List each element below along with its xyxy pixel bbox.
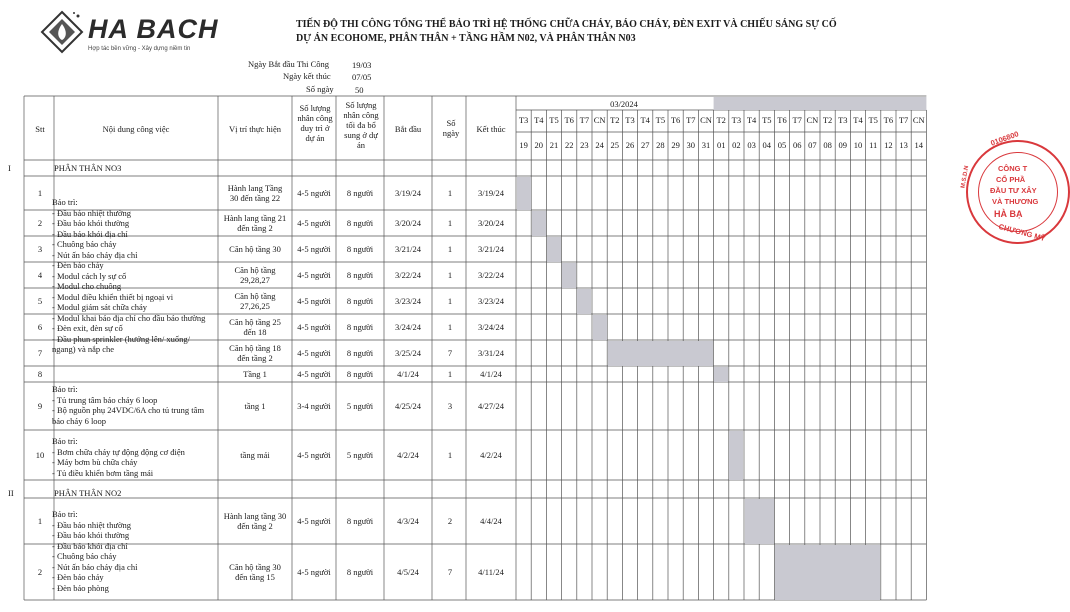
row-stt: 7 [37, 348, 43, 358]
row-duration: 1 [447, 188, 453, 198]
stamp-ring-top: 0106800 [989, 129, 1020, 148]
header-max-staff-line: nhân công [343, 110, 379, 120]
weekday-header: CN [700, 115, 712, 125]
row-location: Căn hộ tầng 18 [229, 343, 281, 353]
header-max-staff [343, 100, 378, 150]
row-stt: 10 [35, 450, 45, 460]
content-line: - Đầu báo khói thường [52, 218, 130, 228]
gantt-bar [593, 315, 607, 340]
start-label: Ngày Bắt đầu Thi Công [248, 59, 330, 69]
day-number-header: 13 [899, 140, 908, 150]
day-number-header: 21 [549, 140, 559, 150]
header-end: Kết thúc [476, 124, 506, 134]
day-number-header: 27 [640, 140, 650, 150]
weekday-header: T6 [670, 115, 681, 125]
row-max-staff: 8 người [346, 188, 374, 198]
row-max-staff: 8 người [346, 369, 374, 379]
row-stt: 9 [37, 401, 43, 411]
header-content: Nội dung công việc [102, 124, 170, 134]
day-number-header: 14 [914, 140, 924, 150]
header-days-line: Số [446, 118, 456, 128]
content-line: - Đầu báo nhiệt thường [52, 519, 131, 530]
header-max-staff-line: tối đa bổ [346, 120, 376, 130]
stamp-ring-left: M.S.D.N [960, 165, 971, 189]
row-max-staff: 8 người [346, 516, 374, 526]
row-location: tầng mái [240, 450, 270, 460]
day-number-header: 08 [823, 140, 832, 150]
weekday-header: T2 [822, 115, 833, 125]
weekday-header: T3 [625, 115, 635, 125]
weekday-header: T3 [838, 115, 848, 125]
header-min-staff-line: Số lượng [299, 103, 331, 113]
header-min-staff-line: nhân công [297, 113, 333, 123]
day-number-header: 19 [519, 140, 528, 150]
row-location: đến 18 [243, 327, 267, 337]
row-max-staff: 8 người [346, 218, 374, 228]
weekday-header: T2 [716, 115, 726, 125]
stamp-line: HÀ BẠ [994, 209, 1023, 219]
weekday-header: T6 [564, 115, 574, 125]
content-line: - Chuông báo cháy [52, 551, 117, 561]
row-max-staff: 5 người [346, 450, 374, 460]
row-stt: 3 [37, 244, 43, 254]
content-line: - Nút ấn báo cháy địa chỉ [52, 249, 138, 260]
weekday-header: T5 [868, 115, 878, 125]
day-number-header: 03 [747, 140, 756, 150]
day-number-header: 02 [732, 140, 741, 150]
row-stt: 5 [37, 296, 43, 306]
start-value: 19/03 [352, 60, 372, 70]
weekday-header: CN [912, 115, 925, 125]
gantt-bar [745, 499, 774, 544]
content-line: - Bộ nguồn phụ 24VDC/6A cho tủ trung tâm [52, 405, 205, 415]
gantt-bar [532, 211, 546, 236]
content-line: ngang) và nắp che [52, 344, 115, 354]
header-days-line: ngày [442, 128, 460, 138]
row-duration: 1 [447, 244, 453, 254]
day-number-header: 10 [853, 140, 863, 150]
end-label: Ngày kết thúc [283, 71, 331, 81]
row-location: Tầng 1 [243, 369, 267, 379]
day-number-header: 07 [808, 140, 817, 150]
weekday-header: T5 [762, 115, 772, 125]
row-end-date: 3/24/24 [478, 322, 504, 332]
content-line: - Đầu phun sprinkler (hướng lên/ xuống/ [52, 333, 190, 344]
weekday-header: T4 [746, 115, 757, 125]
row-location: tầng 1 [244, 401, 266, 411]
row-stt: 8 [37, 369, 43, 379]
days-value: 50 [355, 85, 364, 95]
gantt-bar [608, 341, 713, 366]
header-min-staff [297, 103, 332, 143]
row-start-date: 3/23/24 [395, 296, 421, 306]
content-line: - Tủ điều khiển bơm tầng mái [52, 467, 154, 478]
weekday-header: T7 [898, 115, 909, 125]
row-location: Hành lang tầng 30 [223, 511, 287, 521]
day-number-header: 24 [595, 140, 604, 150]
row-duration: 7 [447, 567, 453, 577]
stamp-line: CỔ PHẦ [996, 175, 1026, 184]
row-stt: 1 [37, 516, 43, 526]
header-max-staff-line: Số lượng [345, 100, 377, 110]
gantt-bar [577, 289, 591, 314]
row-end-date: 4/2/24 [480, 450, 502, 460]
weekday-header: T7 [579, 115, 590, 125]
row-end-date: 3/22/24 [478, 270, 504, 280]
header-month: 03/2024 [610, 99, 638, 109]
row-stt: 6 [37, 322, 43, 332]
title-line-1: TIẾN ĐỘ THI CÔNG TỔNG THỂ BẢO TRÌ HỆ THỐNG CHỮA CHÁY, BÁO CHÁY, ĐÈN EXIT VÀ CHIẾU SÁNG SỰ CỐ [296, 19, 837, 30]
content-line: - Nút ấn báo cháy địa chỉ [52, 561, 138, 572]
content-line: - Đầu báo khói thường [52, 530, 130, 540]
gantt-bar [714, 367, 728, 382]
content-line: - Đèn báo cháy [52, 572, 104, 582]
weekday-header: T7 [792, 115, 802, 125]
row-location: 27,26,25 [240, 301, 270, 311]
row-max-staff: 5 người [346, 401, 374, 411]
gantt-bar [517, 177, 531, 210]
weekday-header: T7 [686, 115, 696, 125]
content-row-9 [52, 384, 204, 426]
row-location: Căn hộ tầng [234, 265, 276, 275]
section-roman-2: II [8, 488, 14, 498]
row-start-date: 3/19/24 [395, 188, 421, 198]
day-number-header: 04 [762, 140, 772, 150]
content-line: - Modul giám sát chữa cháy [52, 302, 148, 312]
row-location: Căn hộ tầng 25 [229, 317, 281, 327]
row-duration: 7 [447, 348, 453, 358]
content-line: - Bơm chữa cháy tự động động cơ điện [52, 446, 185, 457]
content-block-1 [52, 197, 205, 355]
logo-tagline: Hợp tác bền vững - Xây dựng niềm tin [88, 46, 191, 52]
content-line: - Modul cách ly sự cố [52, 270, 127, 281]
row-end-date: 4/27/24 [478, 401, 504, 411]
content-line: - Tủ trung tâm báo cháy 6 loop [52, 394, 158, 405]
row-min-staff: 4-5 người [297, 450, 331, 460]
weekday-header: T6 [883, 115, 894, 125]
day-number-header: 23 [580, 140, 589, 150]
day-number-header: 30 [686, 140, 696, 150]
gantt-bar [729, 431, 743, 480]
header-stt: Stt [35, 124, 45, 134]
row-duration: 2 [447, 516, 453, 526]
row-end-date: 4/4/24 [480, 516, 502, 526]
stamp-line: VÀ THƯƠNG [992, 197, 1039, 206]
weekday-header: T4 [640, 115, 650, 125]
row-location: Hành lang tầng 21 [223, 213, 287, 223]
row-max-staff: 8 người [346, 296, 374, 306]
row-duration: 1 [447, 218, 453, 228]
row-end-date: 3/20/24 [478, 218, 504, 228]
row-start-date: 4/3/24 [397, 516, 419, 526]
content-block-2 [52, 509, 137, 593]
gantt-bar [775, 545, 880, 600]
weekday-header: T5 [549, 115, 559, 125]
row-location: Căn hộ tầng 30 [229, 562, 281, 572]
row-location: Căn hộ tầng [234, 291, 276, 301]
stamp-ring-bottom: CHƯƠNG MỸ [997, 221, 1047, 244]
row-start-date: 3/20/24 [395, 218, 421, 228]
content-line: Bảo trì: [52, 436, 78, 446]
row-min-staff: 4-5 người [297, 348, 331, 358]
weekday-header: CN [593, 115, 606, 125]
row-location: Hành lang Tầng [227, 183, 283, 193]
row-start-date: 3/25/24 [395, 348, 421, 358]
header-days [443, 118, 460, 138]
content-line: - Modul điều khiển thiết bị ngoại vi [52, 291, 174, 302]
content-line: - Đầu báo khói địa chỉ [52, 228, 128, 239]
header-max-staff-line: sung ở dự [344, 130, 378, 140]
day-number-header: 11 [869, 140, 878, 150]
row-duration: 1 [447, 270, 453, 280]
row-max-staff: 8 người [346, 322, 374, 332]
weekday-header: T3 [518, 115, 529, 125]
row-location: Căn hộ tầng 30 [229, 244, 281, 254]
row-max-staff: 8 người [346, 567, 374, 577]
row-stt: 2 [37, 218, 43, 228]
row-location: 29,28,27 [240, 275, 270, 285]
row-max-staff: 8 người [346, 270, 374, 280]
row-location: đến tầng 2 [237, 353, 273, 363]
row-duration: 3 [447, 401, 453, 411]
row-start-date: 4/5/24 [397, 567, 419, 577]
row-location: đến tầng 2 [237, 521, 273, 531]
row-location: 30 đến tầng 22 [229, 193, 281, 203]
row-start-date: 4/2/24 [397, 450, 419, 460]
day-number-header: 26 [625, 140, 635, 150]
weekday-header: T4 [853, 115, 863, 125]
header-start: Bắt đầu [394, 124, 422, 134]
row-duration: 1 [447, 450, 453, 460]
logo-name: HA BACH [88, 14, 219, 44]
day-number-header: 05 [777, 140, 787, 150]
day-number-header: 09 [838, 140, 848, 150]
row-min-staff: 4-5 người [297, 567, 331, 577]
header-location: Vị trí thực hiện [228, 124, 282, 134]
row-start-date: 3/21/24 [395, 244, 421, 254]
section-roman-1: I [8, 163, 11, 173]
gantt-bar [547, 237, 561, 262]
row-max-staff: 8 người [346, 348, 374, 358]
header-min-staff-line: duy trì ở [300, 123, 330, 133]
row-duration: 1 [447, 369, 453, 379]
row-stt: 2 [37, 567, 43, 577]
day-number-header: 01 [716, 140, 726, 150]
header-min-staff-line: dự án [305, 133, 325, 143]
next-month-header-shade [714, 97, 927, 110]
content-line: - Modul cho chuông [52, 281, 122, 291]
row-min-staff: 4-5 người [297, 188, 331, 198]
row-min-staff: 4-5 người [297, 369, 331, 379]
weekday-header: T4 [534, 115, 544, 125]
row-stt: 1 [37, 188, 43, 198]
content-row-10 [52, 436, 185, 478]
row-duration: 1 [447, 322, 453, 332]
row-min-staff: 4-5 người [297, 322, 331, 332]
weekday-header: T3 [731, 115, 742, 125]
row-start-date: 3/22/24 [395, 270, 421, 280]
day-number-header: 28 [656, 140, 665, 150]
content-line: Bảo trì: [52, 384, 78, 394]
gantt-bar [562, 263, 576, 288]
weekday-header: CN [806, 115, 819, 125]
day-number-header: 25 [610, 140, 620, 150]
row-stt: 4 [37, 270, 43, 280]
row-min-staff: 4-5 người [297, 244, 331, 254]
content-line: - Đèn exit, đèn sự cố [52, 323, 123, 333]
weekday-header: T2 [610, 115, 620, 125]
content-line: - Máy bơm bù chữa cháy [52, 457, 138, 467]
row-end-date: 3/21/24 [478, 244, 504, 254]
days-label: Số ngày [306, 84, 334, 94]
row-end-date: 3/19/24 [478, 188, 504, 198]
row-start-date: 4/1/24 [397, 369, 419, 379]
content-line: - Đèn báo cháy [52, 260, 104, 270]
row-min-staff: 4-5 người [297, 270, 331, 280]
content-line: Bảo trì: [52, 197, 78, 207]
row-location: đến tầng 2 [237, 223, 273, 233]
content-line: Bảo trì: [52, 509, 78, 519]
weekday-header: T5 [655, 115, 666, 125]
row-start-date: 3/24/24 [395, 322, 421, 332]
row-end-date: 4/1/24 [480, 369, 502, 379]
row-min-staff: 4-5 người [297, 218, 331, 228]
day-number-header: 20 [534, 140, 544, 150]
row-min-staff: 4-5 người [297, 516, 331, 526]
day-number-header: 22 [564, 140, 574, 150]
content-line: - Đầu báo khói địa chỉ [52, 540, 128, 551]
row-min-staff: 3-4 người [297, 401, 331, 411]
row-duration: 1 [447, 296, 453, 306]
end-value: 07/05 [352, 72, 372, 82]
content-line: - Đèn báo phòng [52, 582, 109, 593]
title-line-2: DỰ ÁN ECOHOME, PHÂN THÂN + TẦNG HẦM N02, VÀ PHÂN THÂN N03 [296, 33, 636, 44]
content-line: báo cháy 6 loop [52, 415, 107, 426]
row-end-date: 4/11/24 [478, 567, 504, 577]
day-number-header: 12 [884, 140, 893, 150]
row-location: đến tầng 15 [235, 572, 275, 582]
row-end-date: 3/23/24 [478, 296, 504, 306]
section-name-2: PHÂN THÂN NO2 [54, 488, 122, 498]
row-end-date: 3/31/24 [478, 348, 504, 358]
row-min-staff: 4-5 người [297, 296, 331, 306]
row-start-date: 4/25/24 [395, 401, 421, 411]
section-name-1: PHÂN THÂN NO3 [54, 163, 122, 173]
stamp-line: CÔNG T [998, 164, 1028, 173]
day-number-header: 31 [701, 140, 711, 150]
content-line: - Đầu báo nhiệt thường [52, 207, 131, 218]
day-number-header: 06 [792, 140, 802, 150]
stamp-line: ĐẦU TƯ XÂY [990, 186, 1037, 195]
weekday-header: T6 [777, 115, 787, 125]
header-max-staff-line: án [356, 140, 366, 150]
content-line: - Modul khai báo địa chỉ cho đầu báo thường [52, 312, 206, 323]
day-number-header: 29 [671, 140, 680, 150]
row-max-staff: 8 người [346, 244, 374, 254]
company-stamp [960, 129, 1070, 244]
content-line: - Chuông báo cháy [52, 239, 117, 249]
